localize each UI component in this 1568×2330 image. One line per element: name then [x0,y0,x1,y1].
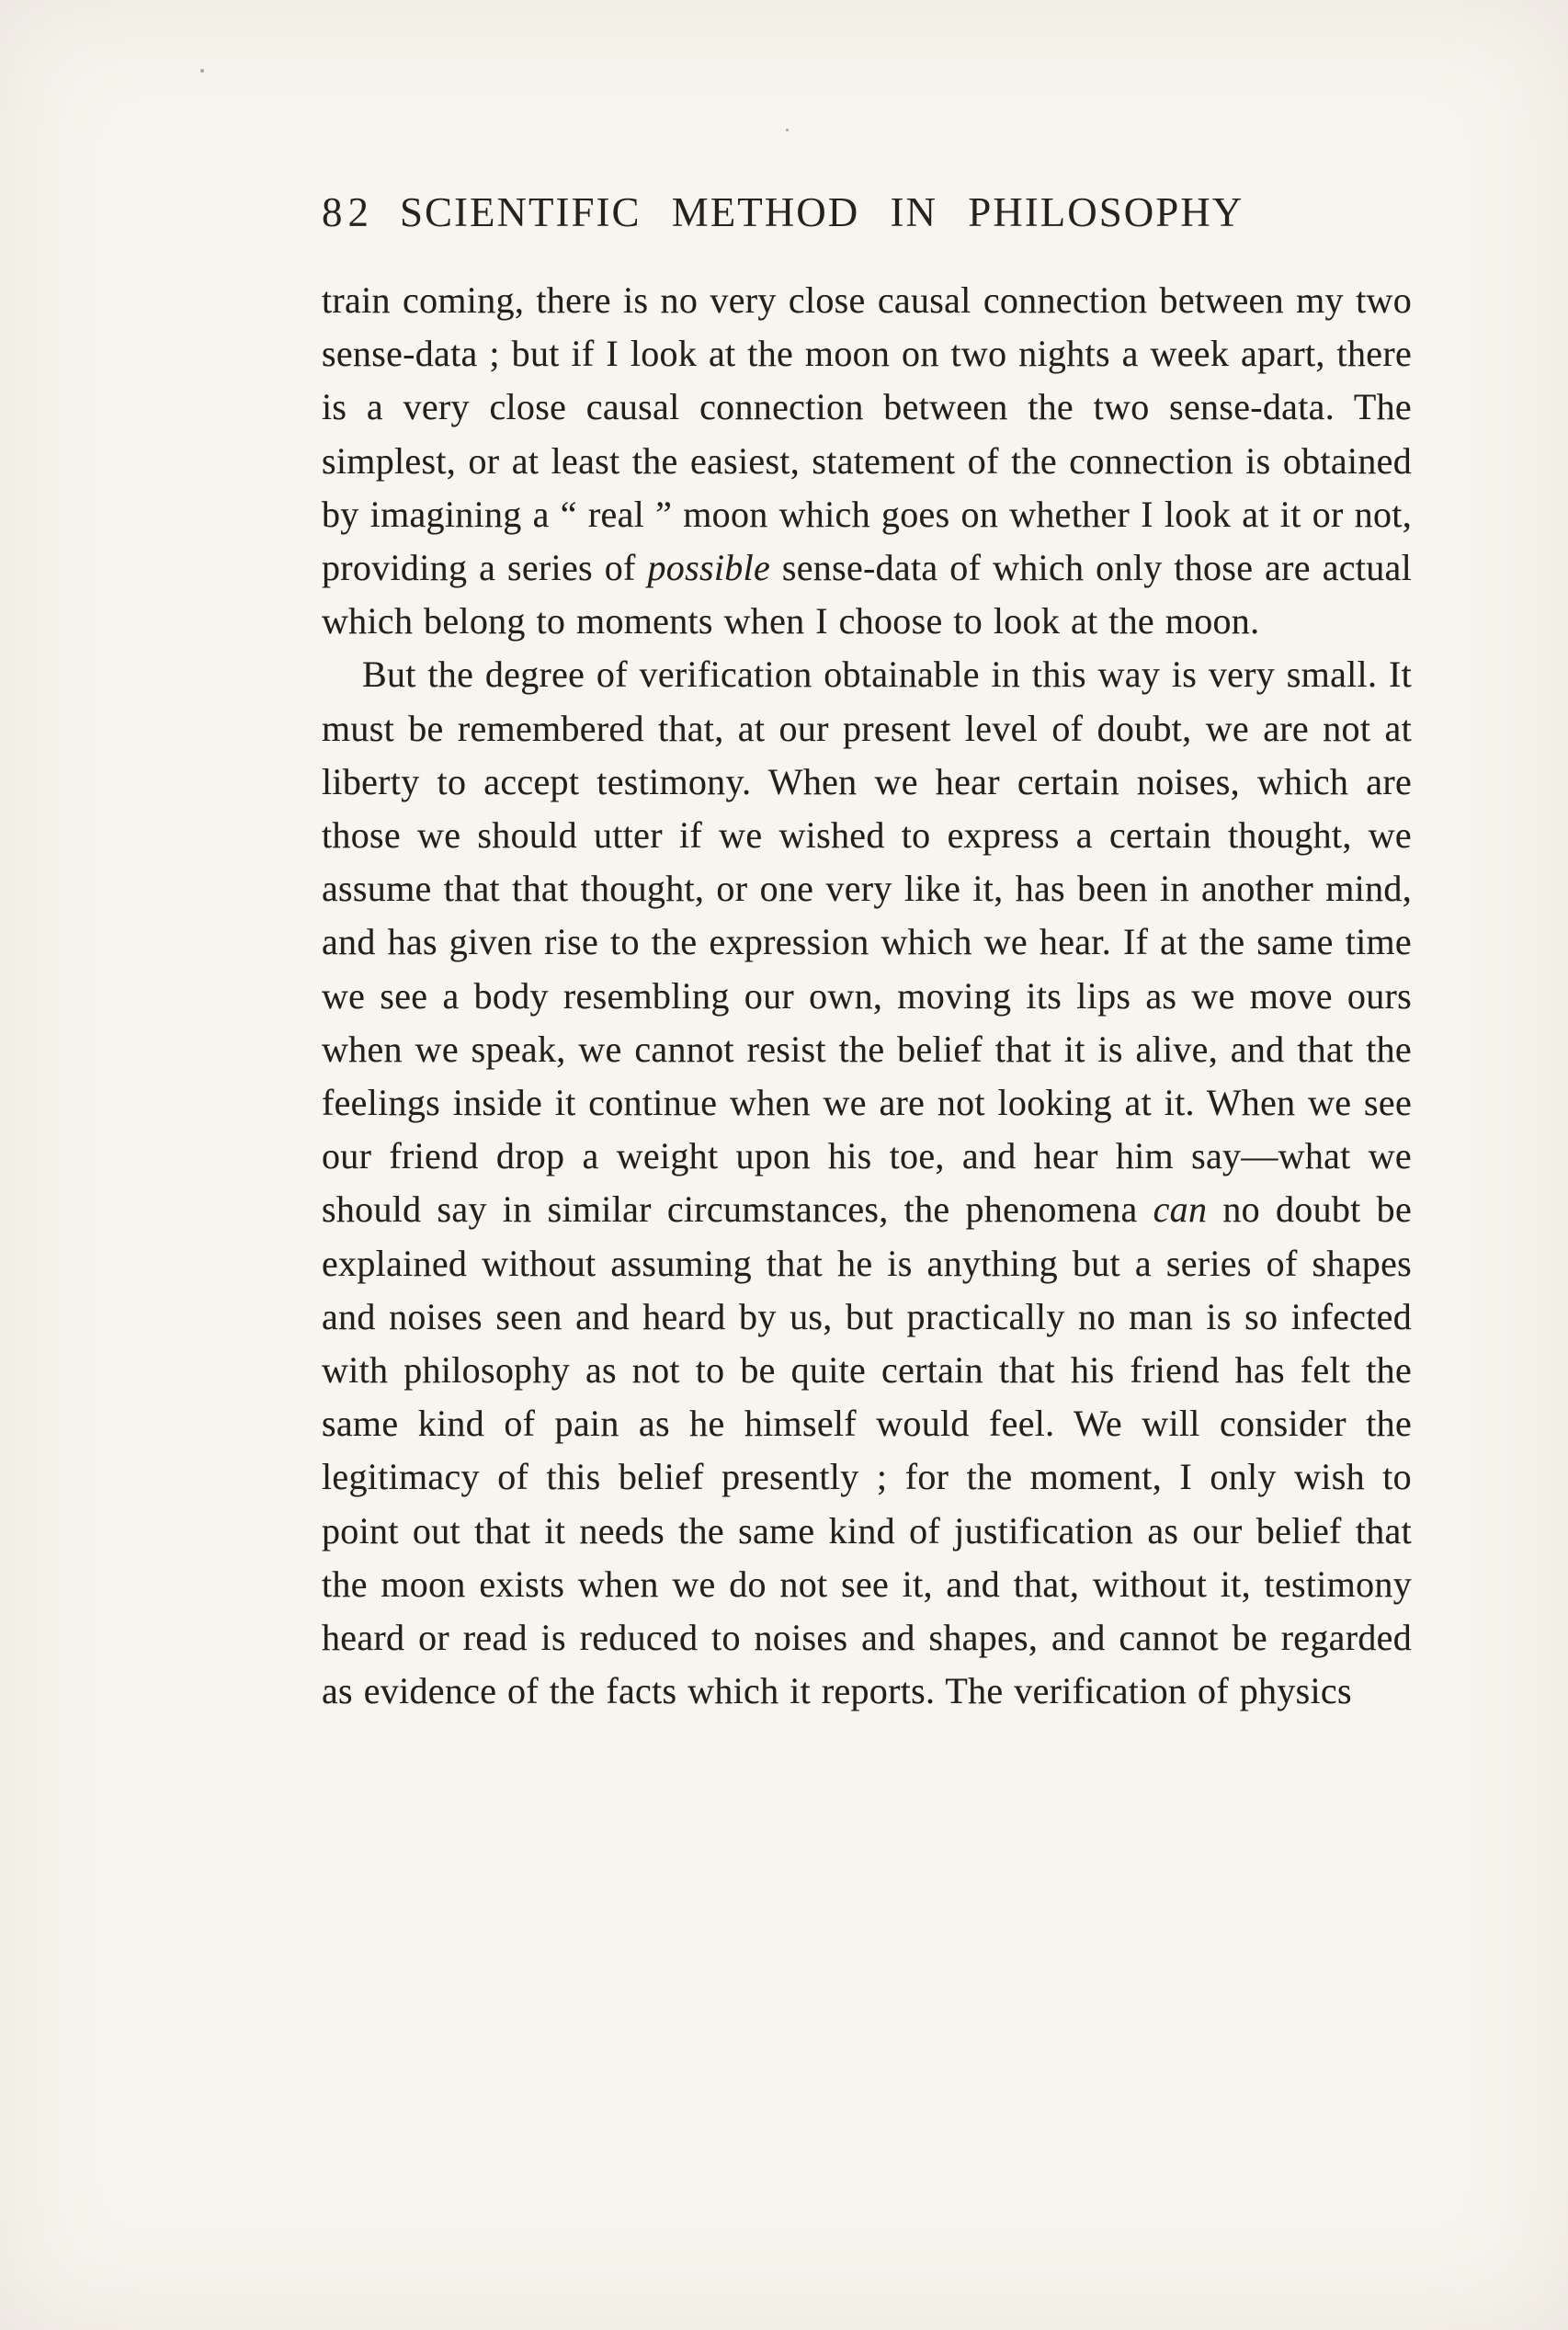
italic-word: can [1153,1188,1208,1231]
scan-speck [200,69,204,73]
paragraph [322,648,1412,1718]
page-number: 82 [322,189,374,235]
text-run: But the degree of verification obtainable in this way is very small. It must be remembered that, at our present level of doubt, we are not at liberty to accept testimony. When we hear certain noises, which are those we should utter if we wished to express a certain thought, we assume that that thought, or one very like it, has been in another mind, and has given rise to the expression which we hear. If at the same time we see a body resembling our own, moving its lips as we move ours when we speak, we cannot resist the belief that it is alive, and that the feelings inside it continue when we are not looking at it. When we see our friend drop a weight upon his toe, and hear him say—what we should say in similar circumstances, the phenomena [322,654,1412,1231]
running-title: SCIENTIFIC METHOD IN PHILOSOPHY [400,189,1244,235]
text-run: no doubt be explained without assuming that he is anything but a series of shapes and noises seen and heard by us, but practically no man is so infected with philosophy as not to be quite certain that his friend has felt the same kind of pain as he himself would feel. We will consider the legitimacy of this belief presently ; for the moment, I only wish to point out that it needs the same kind of justification as our belief that the moon exists when we do not see it, and that, without it, testimony heard or read is reduced to noises and shapes, and cannot be regarded as evidence of the facts which it reports. The verification of physics [322,1188,1413,1712]
page-header [322,188,1415,236]
paragraph [322,274,1412,648]
italic-word: possible [647,547,771,589]
page-body-text [322,274,1412,1718]
text-run: train coming, there is no very close causal connection between my two sense-data ; but if I look at the moon on two nights a week apart, there is a very close causal connection between the two sense-data. The simplest, or at least the easiest, statement of the connection is obtained by imagining a “ real ” moon which goes on whether I look at it or not, providing a series of [322,279,1412,589]
text-run: sense-data of which only those are actual which belong to moments when I choose to look at the moon. [322,547,1412,642]
scan-speck [786,129,789,131]
